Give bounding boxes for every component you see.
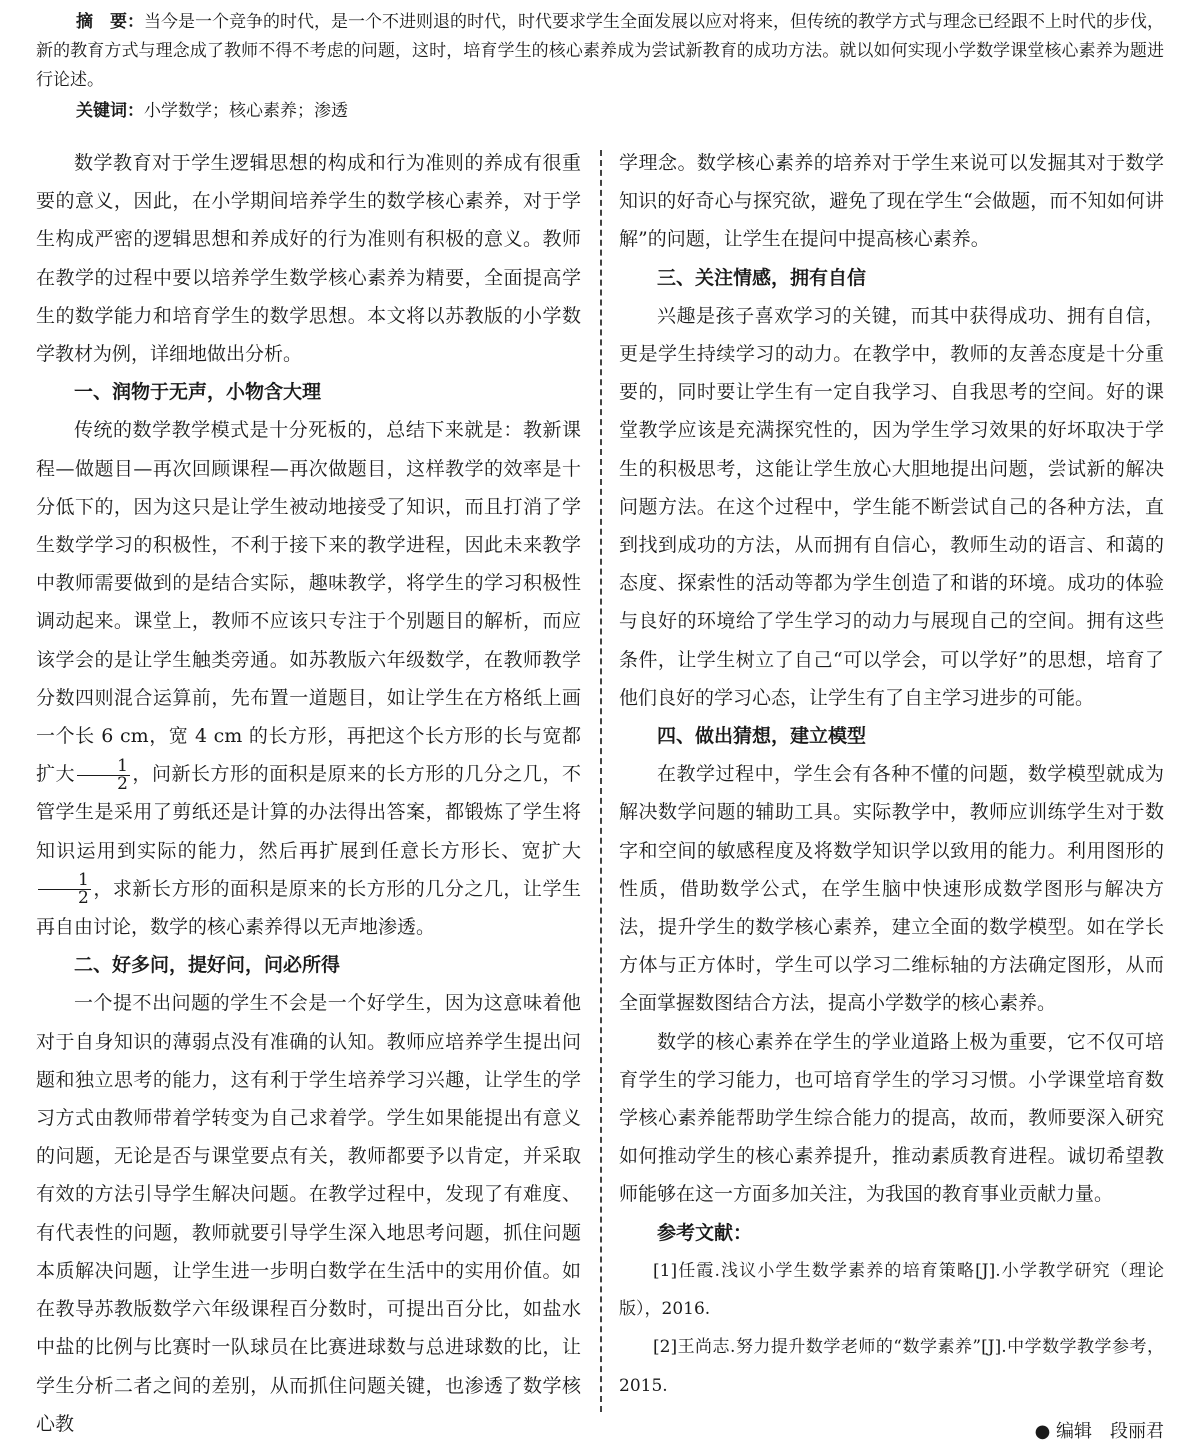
section-1-paragraph [36,411,581,946]
section-heading-2: 二、好多问，提好问，问必所得 [74,954,341,977]
conclusion-paragraph: 数学的核心素养在学生的学业道路上极为重要，它不仅可培育学生的学习能力，也可培育学生的学习习惯。小学课堂培育数学核心素养能帮助学生综合能力的提高，故而，教师要深入研究如何推动学生的核心素养提升，推动素质教育进程。诚切希望教师能够在这一方面多加关注，为我国的教育事业贡献力量。 [619,1030,1164,1206]
section-2-continued: 学理念。数学核心素养的培养对于学生来说可以发掘其对于数学知识的好奇心与探究欲，避免了现在学生“会做题，而不知如何讲解”的问题，让学生在提问中提高核心素养。 [619,152,1164,251]
keywords-text: 小学数学；核心素养；渗透 [144,101,348,121]
left-column [36,144,581,1443]
fraction-one-half [77,755,130,794]
right-column [619,144,1164,1451]
section-3-paragraph: 兴趣是孩子喜欢学习的关键，而其中获得成功、拥有自信，更是学生持续学习的动力。在教学中，教师的友善态度是十分重要的，同时要让学生有一定自我学习、自我思考的空间。好的课堂教学应该是充满探究性的，因为学生学习效果的好坏取决于学生的积极思考，这能让学生放心大胆地提出问题，尝试新的解决问题方法。在这个过程中，学生能不断尝试自己的各种方法，直到找到成功的方法，从而拥有自信心，教师生动的语言、和蔼的态度、探索性的活动等都为学生创造了和谐的环境。成功的体验与良好的环境给了学生学习的动力与展现自己的空间。拥有这些条件，让学生树立了自己“可以学会，可以学好”的思想，培育了他们良好的学习心态，让学生有了自主学习进步的可能。 [619,304,1164,709]
intro-paragraph: 数学教育对于学生逻辑思想的构成和行为准则的养成有很重要的意义，因此，在小学期间培养学生的数学核心素养，对于学生构成严密的逻辑思想和养成好的行为准则有积极的意义。教师在教学的过程中要以培养学生数学核心素养为精要，全面提高学生的数学能力和培育学生的数学思想。本文将以苏教版的小学数学教材为例，详细地做出分析。 [36,152,581,366]
page [36,8,1164,1442]
reference-item: [1]任霞.浅议小学生数学素养的培育策略[J].小学教学研究（理论版），2016. [619,1260,1164,1320]
keywords [36,97,1164,126]
column-divider [600,150,602,1412]
fraction-denominator: 2 [117,773,128,794]
section-1-text-c: ，求新长方形的面积是原来的长方形的几分之几，让学生再自由讨论，数学的核心素养得以无声地渗透。 [36,877,581,939]
fraction-numerator: 1 [77,758,130,776]
fraction-numerator: 1 [38,872,91,890]
abstract [36,8,1164,95]
section-heading-1: 一、润物于无声，小物含大理 [74,381,322,404]
abstract-label: 摘 要： [76,12,144,32]
references-heading: 参考文献： [657,1221,753,1244]
fraction-denominator: 2 [78,888,89,909]
keywords-label: 关键词： [76,101,144,121]
abstract-text: 当今是一个竞争的时代，是一个不进则退的时代，时代要求学生全面发展以应对将来，但传统的教学方式与理念已经跟不上时代的步伐，新的教育方式与理念成了教师不得不考虑的问题，这时，培育学生的核心素养成为尝试新教育的成功方法。就以如何实现小学数学课堂核心素养为题进行论述。 [36,12,1164,90]
section-1-text-a: 传统的数学教学模式是十分死板的，总结下来就是：教新课程—做题目—再次回顾课程—再次做题目，这样教学的效率是十分低下的，因为这只是让学生被动地接受了知识，而且打消了学生数学学习的积极性，不利于接下来的教学进程，因此未来教学中教师需要做到的是结合实际，趣味教学，将学生的学习积极性调动起来。课堂上，教师不应该只专注于个别题目的解析，而应该学会的是让学生触类旁通。如苏教版六年级数学，在教师教学分数四则混合运算前，先布置一道题目，如让学生在方格纸上画一个长 6 cm，宽 4 cm 的长方形，再把这个长方形的长与宽都扩大 [36,419,581,786]
reference-item: [2]王尚志.努力提升数学老师的“数学素养”[J].中学数学教学参考，2015. [619,1337,1164,1396]
section-heading-3: 三、关注情感，拥有自信 [657,266,867,289]
fraction-one-half [38,872,91,907]
section-heading-4: 四、做出猜想，建立模型 [657,725,867,748]
body-columns [36,144,1164,1442]
section-2-paragraph: 一个提不出问题的学生不会是一个好学生，因为这意味着他对于自身知识的薄弱点没有准确的认知。教师应培养学生提出问题和独立思考的能力，这有利于学生培养学习兴趣，让学生的学习方式由教师带着学转变为自己求着学。学生如果能提出有意义的问题，无论是否与课堂要点有关，教师都要予以肯定，并采取有效的方法引导学生解决问题。在教学过程中，发现了有难度、有代表性的问题，教师就要引导学生深入地思考问题，抓住问题本质解决问题，让学生进一步明白数学在生活中的实用价值。如在教导苏教版数学六年级课程百分数时，可提出百分比，如盐水中盐的比例与比赛时一队球员在比赛进球数与总进球数的比，让学生分析二者之间的差别，从而抓住问题关键，也渗透了数学核心教 [36,992,581,1435]
section-4-paragraph: 在教学过程中，学生会有各种不懂的问题，数学模型就成为解决数学问题的辅助工具。实际教学中，教师应训练学生对于数字和空间的敏感程度及将数学知识学以致用的能力。利用图形的性质，借助数学公式，在学生脑中快速形成数学图形与解决方法，提升学生的数学核心素养，建立全面的数学模型。如在学长方体与正方体时，学生可以学习二维标轴的方法确定图形，从而全面掌握数图结合方法，提高小学数学的核心素养。 [619,763,1164,1015]
editor-credit: ● 编辑 段丽君 [1034,1420,1164,1442]
section-1-text-b: ，问新长方形的面积是原来的长方形的几分之几，不管学生是采用了剪纸还是计算的办法得出答案，都锻炼了学生将知识运用到实际的能力，然后再扩展到任意长方形长、宽扩大 [36,763,581,862]
